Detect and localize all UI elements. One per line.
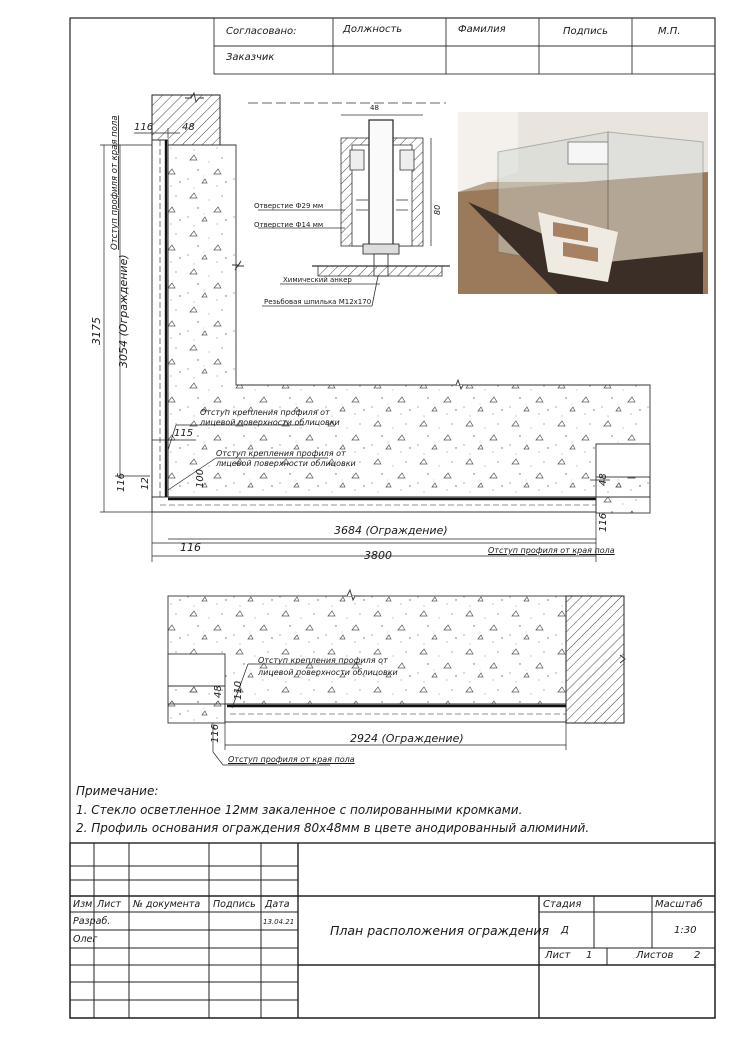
note-1: 1. Стекло осветленное 12мм закаленное с полированными кромками. [76, 803, 523, 817]
dim-48-plan2: 48 [213, 685, 224, 698]
dim-116-plan2: 116 [210, 723, 221, 743]
railing-photo [458, 112, 708, 294]
detail-width: 48 [370, 104, 379, 112]
plan2-note-b: лицевой поверхности облицовки [258, 668, 398, 677]
plan1-note2-a: Отступ крепления профиля от [216, 449, 346, 458]
approval-customer: Заказчик [226, 52, 275, 63]
approval-stamp: М.П. [658, 26, 681, 37]
note-2: 2. Профиль основания ограждения 80х48мм в цвете анодированный алюминий. [76, 821, 590, 835]
dim-3054: 3054 (Ограждение) [117, 254, 130, 368]
tb-stage: Стадия [543, 899, 582, 910]
tb-sheet-value: 1 [586, 950, 593, 961]
approval-position: Должность [343, 24, 403, 35]
tb-title: План расположения ограждения [330, 923, 550, 938]
dim-48-right: 48 [598, 473, 609, 486]
dim-12: 12 [140, 477, 151, 490]
dim-3684: 3684 (Ограждение) [334, 524, 448, 537]
dim-48-top: 48 [182, 122, 195, 133]
dim-115: 115 [174, 428, 194, 439]
detail-hole-29: Отверстие Ф29 мм [254, 202, 324, 210]
tb-scale: Масштаб [655, 899, 703, 910]
wall-hatch-right [566, 596, 624, 723]
tb-sign: Подпись [213, 899, 256, 910]
tb-izm: Изм [73, 899, 93, 910]
approval-agreed: Согласовано: [226, 26, 297, 37]
plan2-offset-edge: Отступ профиля от края пола [228, 755, 355, 764]
floor-slab-2 [168, 596, 566, 704]
dim-116-bottom: 116 [180, 541, 201, 554]
dim-116-top: 116 [134, 122, 154, 133]
detail-height: 80 [433, 204, 442, 215]
tb-date: Дата [265, 899, 290, 910]
tb-sheets-label: Листов [636, 950, 674, 961]
tb-doc: № документа [133, 899, 201, 910]
dim-2924: 2924 (Ограждение) [350, 732, 464, 745]
tb-name: Олег [73, 934, 98, 945]
detail-anchor: Химический анкер [283, 276, 352, 284]
tb-sheets-value: 2 [694, 950, 701, 961]
notes-heading: Примечание: [76, 784, 159, 798]
tb-scale-value: 1:30 [674, 925, 697, 936]
dim-110-plan2: 110 [233, 680, 244, 700]
tb-date-value: 13.04.21 [263, 918, 295, 926]
wall-hatch-top [152, 95, 220, 145]
plan2-note-a: Отступ крепления профиля от [258, 656, 388, 665]
tb-stage-value: Д [561, 925, 569, 936]
detail-hole-14: Отверстие Ф14 мм [254, 221, 324, 229]
detail-rod: Резьбовая шпилька М12х170 [264, 298, 372, 306]
approval-signature: Подпись [563, 26, 608, 37]
dim-116-right: 116 [598, 512, 609, 532]
plan1-note-a: Отступ крепления профиля от [200, 408, 330, 417]
tb-developer: Разраб. [73, 916, 111, 927]
offset-edge-vertical: Отступ профиля от края пола [110, 115, 120, 250]
dim-3800: 3800 [364, 549, 392, 562]
dim-116-left: 116 [116, 472, 127, 492]
approval-surname: Фамилия [458, 24, 506, 35]
dim-100: 100 [195, 468, 206, 488]
tb-list: Лист [97, 899, 122, 910]
offset-edge-horizontal: Отступ профиля от края пола [488, 546, 615, 555]
plan1-note2-b: лицевой поверхности облицовки [216, 459, 356, 468]
dim-3175: 3175 [90, 317, 103, 345]
tb-sheet-label: Лист [545, 950, 571, 961]
plan1-note-b: лицевой поверхности облицовки [200, 418, 340, 427]
